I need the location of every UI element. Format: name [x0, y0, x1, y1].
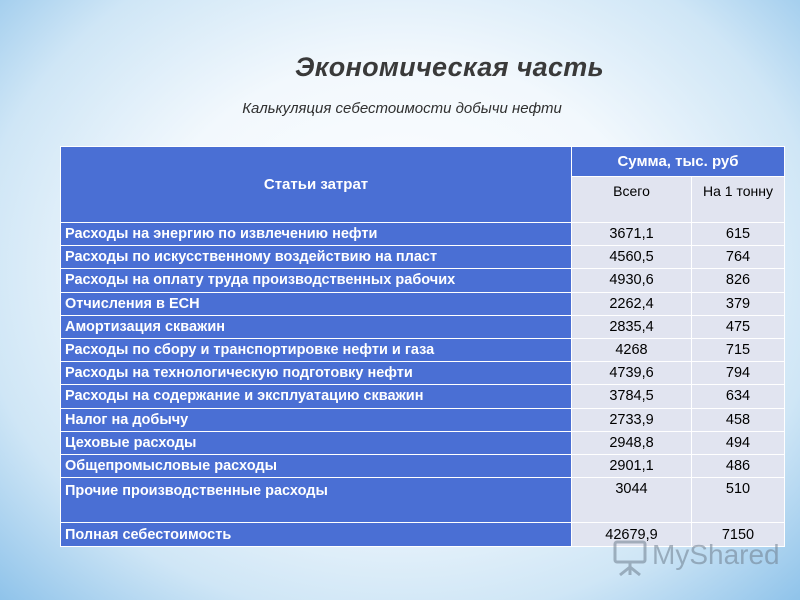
row-per-ton: 458	[692, 408, 785, 431]
row-label: Расходы на технологическую подготовку нефти	[61, 362, 572, 385]
row-label: Расходы по сбору и транспортировке нефти и газа	[61, 338, 572, 361]
table-row	[61, 292, 785, 315]
table-row	[61, 408, 785, 431]
slide-title: Экономическая часть	[295, 52, 604, 82]
row-per-ton: 634	[692, 385, 785, 408]
header-per-ton: На 1 тонну	[692, 177, 785, 223]
row-total: 2901,1	[572, 454, 692, 477]
row-label: Расходы на энергию по извлечению нефти	[61, 223, 572, 246]
row-per-ton: 486	[692, 454, 785, 477]
row-label: Налог на добычу	[61, 408, 572, 431]
table-caption: Калькуляция себестоимости добычи нефти	[242, 100, 562, 117]
row-total: 3044	[572, 478, 692, 523]
table-row	[61, 338, 785, 361]
row-total: 2733,9	[572, 408, 692, 431]
header-sum: Сумма, тыс. руб	[572, 147, 785, 177]
row-label: Полная себестоимость	[61, 523, 572, 547]
row-total: 3671,1	[572, 223, 692, 246]
table-row	[61, 269, 785, 292]
row-per-ton: 494	[692, 431, 785, 454]
row-total: 4739,6	[572, 362, 692, 385]
header-cost-items: Статьи затрат	[61, 147, 572, 223]
row-total: 4268	[572, 338, 692, 361]
row-per-ton: 764	[692, 246, 785, 269]
table-row	[61, 478, 785, 523]
table-row	[61, 315, 785, 338]
row-total: 4560,5	[572, 246, 692, 269]
row-per-ton: 826	[692, 269, 785, 292]
table-row	[61, 385, 785, 408]
table-row	[61, 362, 785, 385]
row-label: Цеховые расходы	[61, 431, 572, 454]
row-total: 2948,8	[572, 431, 692, 454]
row-per-ton: 7150	[692, 523, 785, 547]
table-row	[61, 246, 785, 269]
table-row	[61, 431, 785, 454]
row-label: Расходы на оплату труда производственных рабочих	[61, 269, 572, 292]
row-label: Отчисления в ЕСН	[61, 292, 572, 315]
table-row-total	[61, 523, 785, 547]
row-label: Общепромысловые расходы	[61, 454, 572, 477]
table-row	[61, 223, 785, 246]
row-per-ton: 475	[692, 315, 785, 338]
cost-table	[60, 146, 785, 547]
row-label: Расходы по искусственному воздействию на пласт	[61, 246, 572, 269]
row-label: Амортизация скважин	[61, 315, 572, 338]
watermark-text: MyShared	[652, 539, 780, 570]
header-total: Всего	[572, 177, 692, 223]
row-label: Прочие производственные расходы	[61, 478, 572, 523]
row-label: Расходы на содержание и эксплуатацию скважин	[61, 385, 572, 408]
table-row	[61, 454, 785, 477]
row-per-ton: 715	[692, 338, 785, 361]
row-per-ton: 379	[692, 292, 785, 315]
row-per-ton: 615	[692, 223, 785, 246]
row-per-ton: 510	[692, 478, 785, 523]
row-total: 2835,4	[572, 315, 692, 338]
row-total: 3784,5	[572, 385, 692, 408]
row-total: 2262,4	[572, 292, 692, 315]
row-per-ton: 794	[692, 362, 785, 385]
row-total: 42679,9	[572, 523, 692, 547]
row-total: 4930,6	[572, 269, 692, 292]
